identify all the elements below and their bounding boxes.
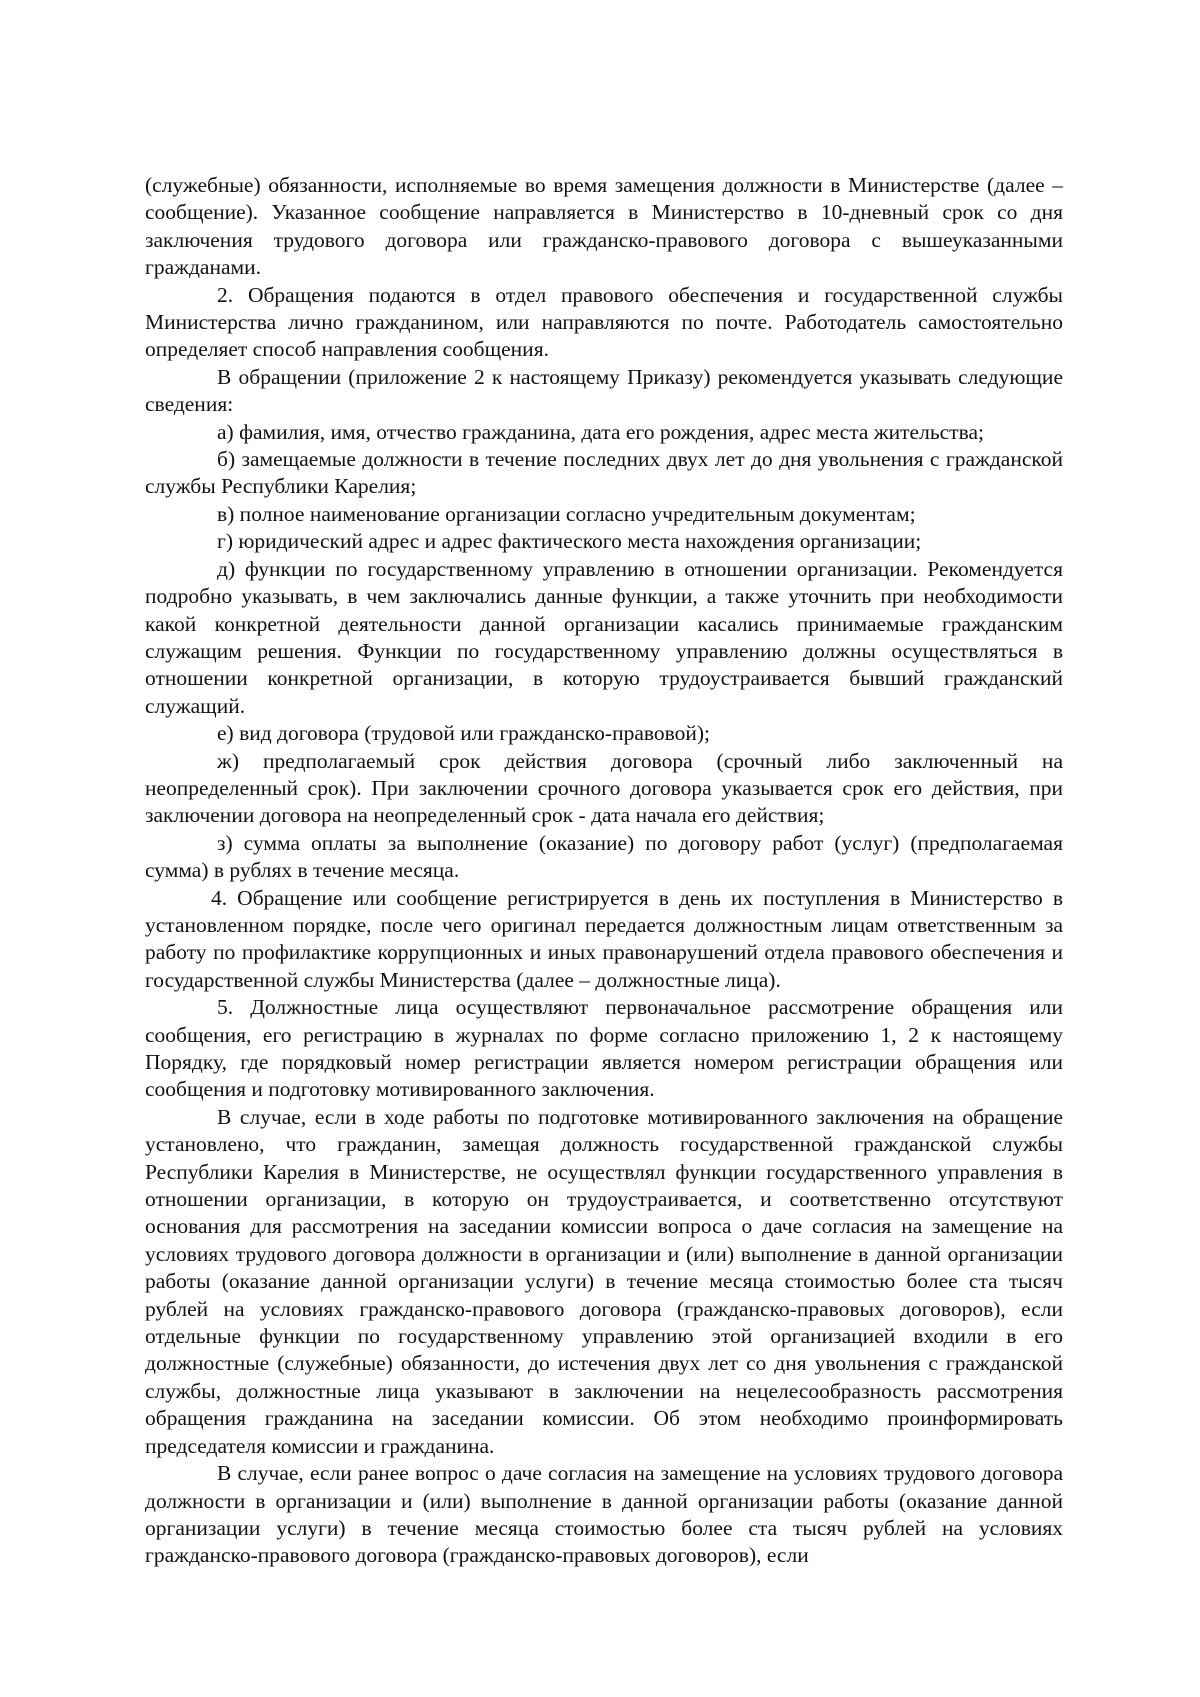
list-item-a: а) фамилия, имя, отчество гражданина, дата его рождения, адрес места жительства; bbox=[217, 419, 984, 444]
list-item-e: е) вид договора (трудовой или гражданско-правовой); bbox=[217, 721, 711, 746]
list-item-d: д) функции по государственному управлению в отношении организации. Рекомендуется подробно указывать, в чем заключались данные функции, а также уточнить при необходимости какой конкретной деятельности данной организации касались принимаемые гражданским служащим решения. Функции по государственному управлению должны осуществляться в отношении конкретной организации, в которую трудоустраивается бывший гражданский служащий. bbox=[145, 556, 1063, 718]
list-item-g: г) юридический адрес и адрес фактического места нахождения организации; bbox=[217, 529, 922, 554]
list-item-zh: ж) предполагаемый срок действия договора (срочный либо заключенный на неопределенный срок). При заключении срочного договора указывается срок его действия, при заключении договора на неопределенный срок - дата начала его действия; bbox=[145, 748, 1063, 828]
paragraph-case-2: В случае, если ранее вопрос о даче согласия на замещение на условиях трудового договора должности в организации и (или) выполнение в данной организации работы (оказание данной организации услуги) в течение месяца стоимостью более ста тысяч рублей на условиях гражданско-правового договора (гражданско-правовых договоров), если bbox=[145, 1461, 1063, 1568]
document-page bbox=[145, 172, 1063, 1570]
paragraph-item-5: 5. Должностные лица осуществляют первоначальное рассмотрение обращения или сообщения, его регистрацию в журналах по форме согласно приложению 1, 2 к настоящему Порядку, где порядковый номер регистрации является номером регистрации обращения или сообщения и подготовку мотивированного заключения. bbox=[145, 995, 1063, 1102]
paragraph-item-4: 4. Обращение или сообщение регистрируется в день их поступления в Министерство в установленном порядке, после чего оригинал передается должностным лицам ответственным за работу по профилактике коррупционных и иных правонарушений отдела правового обеспечения и государственной службы Министерства (далее – должностные лица). bbox=[145, 885, 1063, 992]
paragraph-continuation: (служебные) обязанности, исполняемые во время замещения должности в Министерстве (далее – сообщение). Указанное сообщение направляется в Министерство в 10-дневный срок со дня заключения трудового договора или гражданско-правового договора с вышеуказанными гражданами. bbox=[145, 173, 1063, 280]
paragraph-item-2: 2. Обращения подаются в отдел правового обеспечения и государственной службы Министерства лично гражданином, или направляются по почте. Работодатель самостоятельно определяет способ направления сообщения. bbox=[145, 282, 1063, 362]
paragraph-case-1: В случае, если в ходе работы по подготовке мотивированного заключения на обращение установлено, что гражданин, замещая должность государственной гражданской службы Республики Карелия в Министерстве, не осуществлял функции государственного управления в отношении организации, в которую он трудоустраивается, и соответственно отсутствуют основания для рассмотрения на заседании комиссии вопроса о даче согласия на замещение на условиях трудового договора должности в организации и (или) выполнение в данной организации работы (оказание данной организации услуги) в течение месяца стоимостью более ста тысяч рублей на условиях гражданско-правового договора (гражданско-правовых договоров), если отдельные функции по государственному управлению этой организацией входили в его должностные (служебные) обязанности, до истечения двух лет со дня увольнения с гражданской службы, должностные лица указывают в заключении на нецелесообразность рассмотрения обращения гражданина на заседании комиссии. Об этом необходимо проинформировать председателя комиссии и гражданина. bbox=[145, 1104, 1063, 1458]
paragraph-appeal-info: В обращении (приложение 2 к настоящему Приказу) рекомендуется указывать следующие сведения: bbox=[145, 364, 1063, 417]
list-item-z: з) сумма оплаты за выполнение (оказание) по договору работ (услуг) (предполагаемая сумма) в рублях в течение месяца. bbox=[145, 830, 1063, 883]
list-item-b: б) замещаемые должности в течение последних двух лет до дня увольнения с гражданской службы Республики Карелия; bbox=[145, 447, 1063, 499]
list-item-v: в) полное наименование организации согласно учредительным документам; bbox=[217, 501, 916, 526]
